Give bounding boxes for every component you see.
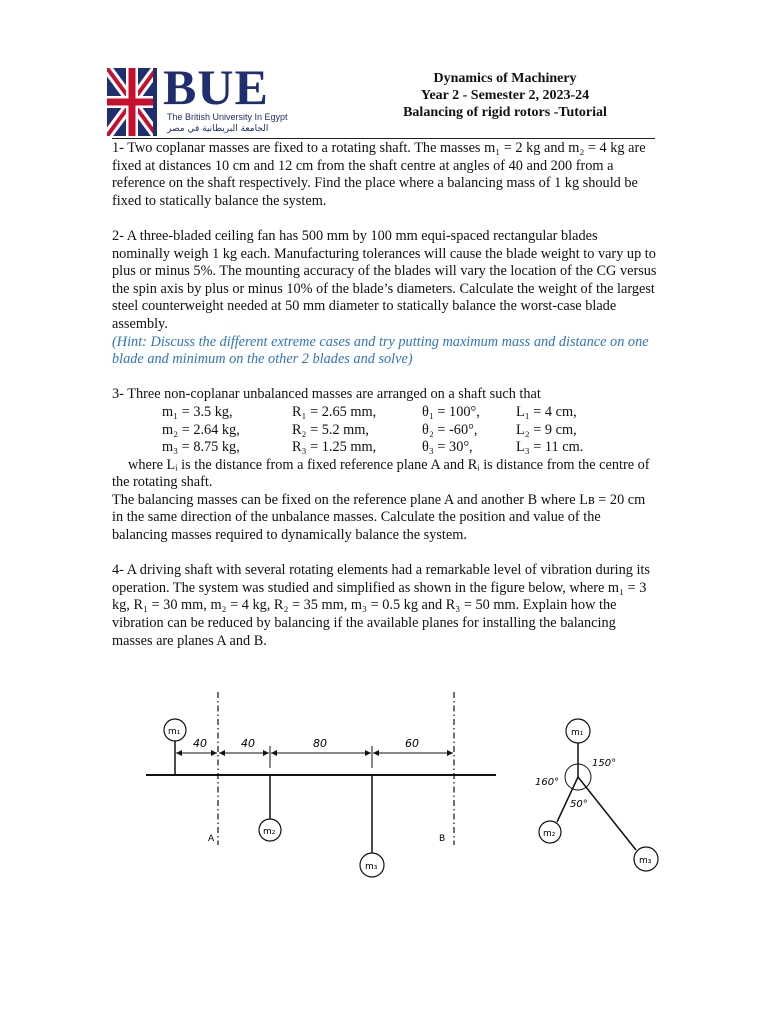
table-cell: R₁ = 2.65 mm, [292, 403, 377, 420]
angle-label-150: 150° [592, 758, 617, 769]
question-4: 4- A driving shaft with several rotating elements had a remarkable level of vibration during its operation. The system was studied and simplified as shown in the figure below, where m₁ = 3 kg, R₁ = 30 mm, m₂ = 4 kg, R₂ = 35 mm, m₃ = 0.5 kg and R₃ = 50 mm. Explain how the vibration can be reduced by balancing if the available planes for installing the balancing masses are planes A and B. [112, 562, 650, 649]
course-title: Dynamics of Machinery [433, 71, 577, 86]
question-3-data-table [162, 404, 616, 457]
m1-angular-label: m₁ [571, 728, 584, 738]
table-cell: θ₂ = -60°, [422, 421, 478, 438]
logo-wordmark: BUE [163, 59, 269, 115]
table-row [162, 404, 616, 422]
term-line: Year 2 - Semester 2, 2023-24 [420, 88, 590, 103]
question-3-where: where Lᵢ is the distance from a fixed reference plane A and Rᵢ is distance from the centre of the rotating shaft. [112, 456, 650, 491]
shaft-figure [0, 680, 768, 890]
tutorial-title: Balancing of rigid rotors -Tutorial [403, 105, 607, 120]
table-cell: L₂ = 9 cm, [516, 421, 577, 438]
m2-angular-label: m₂ [543, 829, 556, 839]
dim-label: 80 [313, 737, 327, 750]
table-row [162, 439, 616, 457]
m3-radius [578, 777, 636, 850]
m3-label: m₃ [365, 862, 378, 872]
bue-logo [107, 59, 288, 138]
m1-label: m₁ [168, 727, 181, 737]
plane-a-label: A [208, 834, 215, 844]
tutorial-body [112, 140, 657, 650]
table-cell: L₁ = 4 cm, [516, 403, 577, 420]
m2-label: m₂ [263, 827, 276, 837]
dim-label: 40 [193, 737, 207, 750]
m3-angular-label: m₃ [639, 856, 652, 866]
question-2: 2- A three-bladed ceiling fan has 500 mm by 100 mm equi-spaced rectangular blades nominally weigh 1 kg each. Manufacturing tolerances will cause the blade weight to vary up to plus or minus 5%. The mounting accuracy of the blades will vary the location of the CG versus the spin axis by plus or minus 10% of the blade’s diameters. Calculate the weight of the largest steel counterweight needed at 50 mm diameter to statically balance the worst-case blade assembly. [112, 227, 657, 332]
table-cell: θ₃ = 30°, [422, 439, 473, 456]
table-cell: L₃ = 11 cm. [516, 439, 584, 456]
table-cell: R₂ = 5.2 mm, [292, 421, 369, 438]
union-flag-icon [107, 68, 157, 136]
table-cell: R₃ = 1.25 mm, [292, 439, 377, 456]
header-divider [112, 138, 655, 139]
question-1: 1- Two coplanar masses are fixed to a rotating shaft. The masses m₁ = 2 kg and m₂ = 4 kg are fixed at distances 10 cm and 12 cm from the shaft centre at angles of 40 and 200 from a reference on the shaft respectively. Find the place where a balancing mass of 1 kg should be fixed to statically balance the system. [112, 140, 646, 209]
question-3-task: The balancing masses can be fixed on the reference plane A and another B where Lʙ = 20 cm in the same direction of the unbalance masses. Calculate the position and value of the balancing masses required to dynamically balance the system. [112, 491, 646, 544]
angle-label-160: 160° [535, 777, 560, 788]
logo-subtitle-ar: الجامعة البريطانية في مصر [167, 124, 269, 134]
dim-label: 60 [405, 737, 419, 750]
table-cell: θ₁ = 100°, [422, 403, 480, 420]
table-cell: m₃ = 8.75 kg, [162, 439, 240, 456]
table-row [162, 422, 616, 440]
table-cell: m₂ = 2.64 kg, [162, 421, 240, 438]
table-cell: m₁ = 3.5 kg, [162, 403, 233, 420]
plane-b-label: B [439, 834, 446, 844]
logo-subtitle-en: The British University In Egypt [167, 112, 288, 122]
dim-label: 40 [241, 737, 255, 750]
question-2-hint: (Hint: Discuss the different extreme cases and try putting maximum mass and distance on one blade and minimum on the other 2 blades and solve) [112, 333, 649, 368]
question-3-intro: 3- Three non-coplanar unbalanced masses are arranged on a shaft such that [112, 386, 541, 403]
angle-label-50: 50° [570, 799, 588, 810]
document-header [370, 70, 640, 121]
